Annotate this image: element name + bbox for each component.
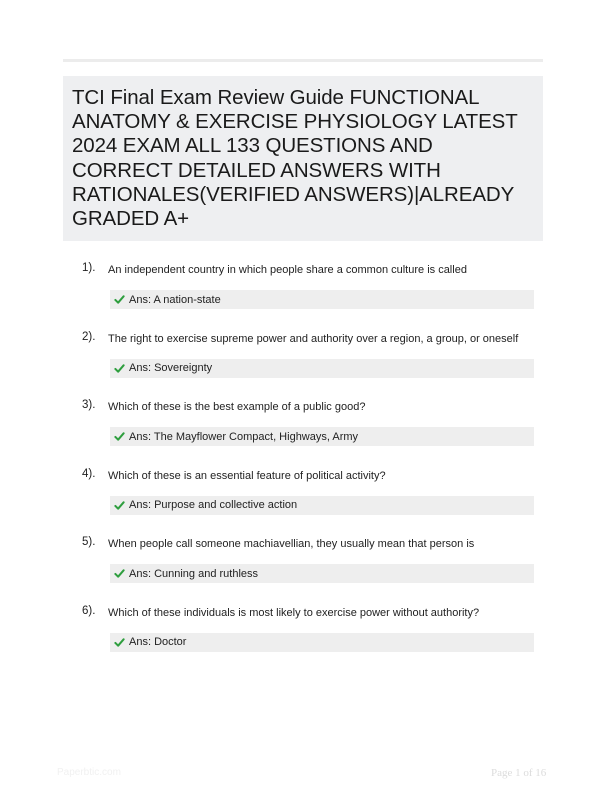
question-text: Which of these is the best example of a public good? [108, 401, 366, 413]
answer-text: Ans: A nation-state [129, 293, 221, 306]
page-number: Page 1 of 16 [491, 767, 547, 779]
question-number: 6). [82, 604, 96, 617]
answer-box [110, 564, 534, 583]
footer-watermark: Paperbtic.com [57, 767, 121, 778]
document-title: TCI Final Exam Review Guide FUNCTIONAL ANATOMY & EXERCISE PHYSIOLOGY LATEST 2024 EXAM ALL 133 QUESTIONS AND CORRECT DETAILED ANSWERS WITH RATIONALES(VERIFIED ANSWERS)|ALREADY GRADED A+ [72, 86, 518, 231]
question-text: When people call someone machiavellian, they usually mean that person is [108, 538, 475, 550]
check-icon [114, 294, 125, 305]
answer-box [110, 359, 534, 378]
check-icon [114, 431, 125, 442]
question-text: The right to exercise supreme power and authority over a region, a group, or oneself [108, 332, 519, 345]
answer-box [110, 427, 534, 446]
check-icon [114, 500, 125, 511]
question-item [0, 536, 606, 605]
check-icon [114, 363, 125, 374]
question-item [0, 331, 606, 400]
question-number: 4). [82, 467, 96, 480]
answer-text: Ans: Sovereignty [129, 362, 213, 374]
answer-text: Ans: Doctor [129, 636, 187, 648]
question-number: 1). [82, 262, 96, 274]
answer-box [110, 496, 534, 515]
question-item [0, 399, 606, 468]
question-item [0, 468, 606, 537]
answer-text: Ans: The Mayflower Compact, Highways, Army [129, 430, 359, 443]
check-icon [114, 568, 125, 579]
answer-box [110, 290, 534, 309]
answer-text: Ans: Purpose and collective action [129, 499, 298, 511]
title-box [63, 76, 543, 241]
question-item [0, 262, 606, 331]
answer-text: Ans: Cunning and ruthless [129, 567, 259, 580]
question-item [0, 605, 606, 674]
answer-box [110, 633, 534, 652]
question-number: 3). [82, 399, 96, 411]
question-text: An independent country in which people share a common culture is called [108, 264, 467, 276]
question-text: Which of these is an essential feature of political activity? [108, 469, 386, 482]
check-icon [114, 637, 125, 648]
question-list [0, 262, 606, 673]
question-number: 2). [82, 330, 96, 343]
question-number: 5). [82, 536, 96, 548]
top-divider [63, 59, 543, 62]
question-text: Which of these individuals is most likely to exercise power without authority? [108, 606, 480, 619]
